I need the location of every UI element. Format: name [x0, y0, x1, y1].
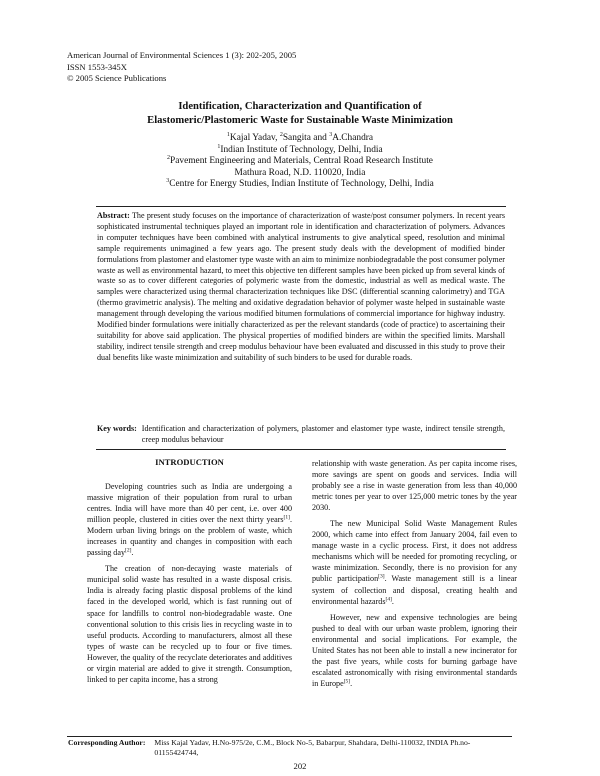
keywords-bottom-rule: [96, 449, 506, 450]
abstract: [97, 211, 505, 364]
journal-citation: American Journal of Environmental Sciences 1 (3): 202-205, 2005: [67, 50, 297, 60]
keywords-label: Key words:: [97, 424, 137, 433]
right-column: [312, 458, 517, 694]
intro-paragraph-4: However, new and expensive technologies are being pushed to deal with our urban waste problem, ignoring their environmental and social implications. For example, the United States has not been able to install a new incinerator for the past five years, while costs for burning garbage have escalated astronomically with rising environmental standards in Europe[5].: [312, 612, 517, 688]
page-number: 202: [293, 761, 307, 771]
title-line-2: Elastomeric/Plastomeric Waste for Sustainable Waste Minimization: [147, 114, 453, 126]
affiliation-2-address: Mathura Road, N.D. 110020, India: [234, 167, 366, 178]
section-heading-introduction: INTRODUCTION: [155, 457, 224, 467]
title-line-1: Identification, Characterization and Quantification of: [178, 101, 422, 112]
journal-header: [67, 50, 296, 85]
affiliation-3: $^3$Centre for Energy Studies, Indian Institute of Technology, Delhi, India: [166, 178, 434, 190]
corresponding-author: [68, 738, 508, 757]
author-names: $^1$Kajal Yadav, $^2$Sangita and $^3$A.Chandra: [226, 131, 374, 143]
copyright: © 2005 Science Publications: [67, 73, 167, 84]
intro-paragraph-3: The new Municipal Solid Waste Management Rules 2000, which came into effect from January 2004, fail even to manage waste in a cyclic process. First, it does not address mechanisms which will be needed for promoting recycling, or waste minimization. Secondly, there is no provision for any public participation[3]. Waste management still is a linear system of collection and disposal, creating health and environmental hazards[4].: [312, 519, 517, 606]
intro-paragraph-1: Developing countries such as India are undergoing a massive migration of their population from rural to urban centres. India will have more than 40 per cent, i.e. over 400 million people, clustered in cities over the next thirty years[1]. Modern urban living brings on the problem of waste, which increases in quantity and changes in composition with each passing day[2].: [87, 482, 292, 558]
corresponding-author-label: Corresponding Author:: [68, 738, 146, 747]
author-block: [0, 133, 600, 191]
intro-paragraph-2-cont: relationship with waste generation. As per capita income rises, more savings are spent on goods and services. India will probably see a rise in waste generation from less than 40,000 metric tones per year to over 125,000 metric tones by the year 2030.: [312, 459, 517, 513]
keywords: [97, 424, 505, 446]
left-column: [87, 457, 292, 690]
paper-title: [0, 100, 600, 127]
affiliation-1: $^1$Indian Institute of Technology, Delhi, India: [217, 143, 383, 155]
keywords-text: Identification and characterization of polymers, plastomer and elastomer type waste, indirect tensile strength, creep modulus behaviour: [141, 424, 505, 444]
abstract-text: The present study focuses on the importance of characterization of waste/post consumer polymers. In recent years sophisticated instrumental techniques played an important role in identification and characterization of polymers. Advances in computer techniques have been combined with analytical instruments to give analytical speed, resolution and minimal sample requirements unimagined a few years ago. The present study deals with the development of modified binder formulations from plastomer and elastomer type waste with an aim to minimize nonbiodegradable the post consumer polymer waste as well as environmental hazard, to meet this objective ten different samples have been picked up from several kinds of waste so as to cover different categories of polymeric waste from the domestic, industrial as well as medical waste. The samples were characterized using thermal characterization techniques like DSC (differential scanning calorimetry) and TGA (thermo gravimetric analysis). The melting and oxidative degradation behavior of polymer waste helped in sustainable waste management through developing the various modified bitumen formulations of commercial importance for highway industry. Modified binder formulations were initially characterized as per the relevant standards (code of practice) to ascertaining their suitability for above said application. The physical properties of modified binders are within the specified limits. Marshall stability, indirect tensile strength and creep modulus behaviour have been evaluated and discussed in this study to prove their dual benefits like waste minimization and suitability of such binders to be used for durable roads.: [97, 211, 505, 362]
abstract-top-rule: [96, 206, 506, 207]
intro-paragraph-2: The creation of non-decaying waste materials of municipal solid waste has resulted in a waste disposal crisis. India is already facing plastic disposal problems of the kind faced in the developed world, which is fast running out of space for landfills to control non-biodegradable waste. One conventional solution to this crisis lies in recycling waste in to useful products. According to manufacturers, almost all these types of waste can be recycled up to four or five times. However, the quality of the recyclate deteriorates and additives or virgin material are added to give it strength. Consumption, linked to per capita income, has a strong: [87, 564, 292, 684]
footer-rule: [67, 736, 512, 737]
issn: ISSN 1553-345X: [67, 61, 127, 72]
abstract-label: Abstract:: [97, 211, 130, 220]
affiliation-2: $^2$Pavement Engineering and Materials, Central Road Research Institute: [167, 155, 433, 167]
corresponding-author-text: Miss Kajal Yadav, H.No-975/2e, C.M., Block No-5, Babarpur, Shahdara, Delhi-110032, INDIA Ph.no-01155424744,: [154, 738, 471, 757]
